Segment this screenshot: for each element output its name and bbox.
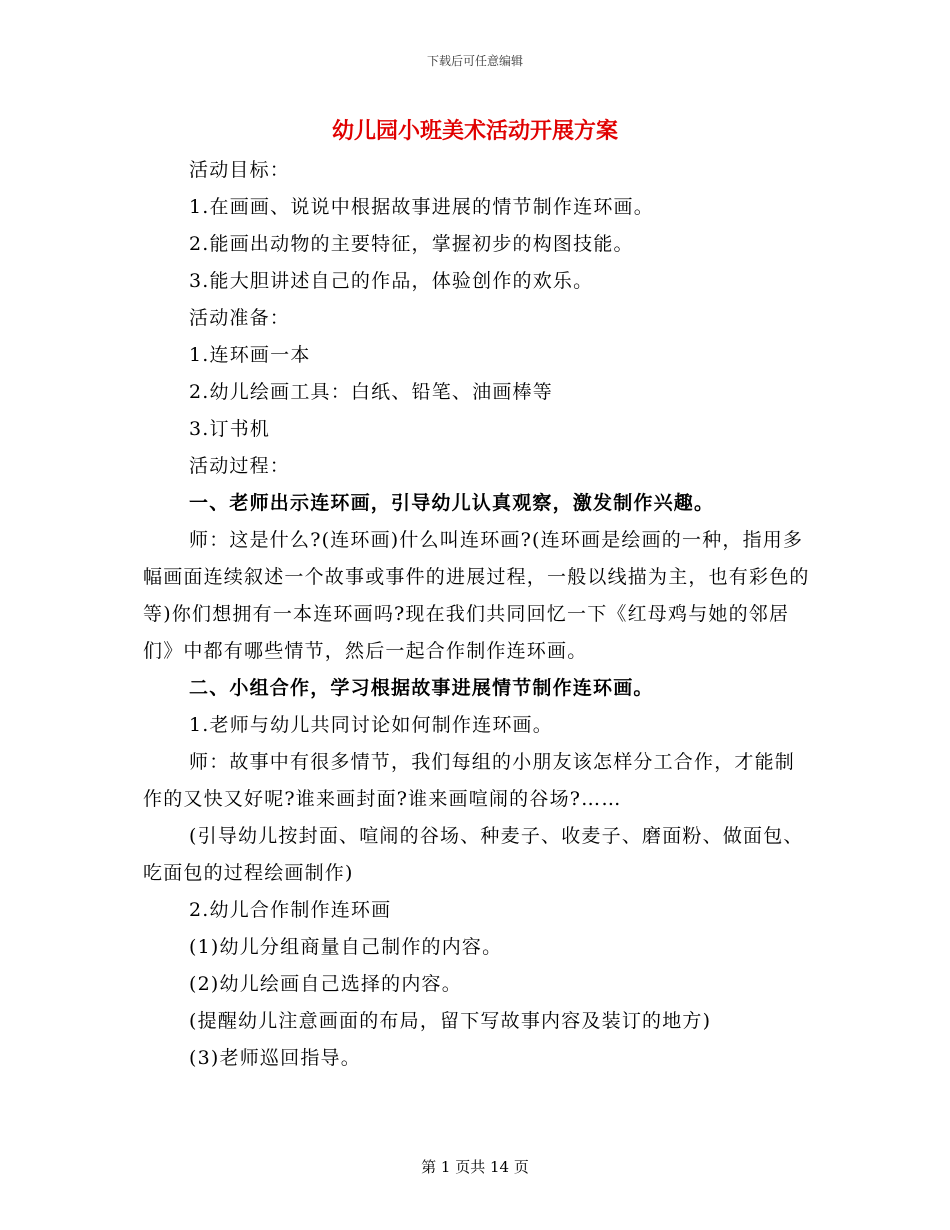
goal-item: 3.能大胆讲述自己的作品，体验创作的欢乐。 <box>189 270 594 292</box>
prep-item: 2.幼儿绘画工具：白纸、铅笔、油画棒等 <box>189 381 553 403</box>
paragraph: 师：这是什么?(连环画)什么叫连环画?(连环画是绘画的一种，指用多幅画面连续叙述一个故事或事件的进展过程，一般以线描为主，也有彩色的等)你们想拥有一本连环画吗?现在我们共同回忆一下《红母鸡与她的邻居们》中都有哪些情节，然后一起合作制作连环画。 <box>143 529 810 662</box>
prep-item: 1.连环画一本 <box>189 344 311 366</box>
prep-item: 3.订书机 <box>189 418 271 440</box>
header-note: 下载后可任意编辑 <box>426 54 523 68</box>
document-body <box>143 152 813 1077</box>
page-footer: 第 1 页共 14 页 <box>421 1158 529 1176</box>
process-note: (提醒幼儿注意画面的布局，留下写故事内容及装订的地方) <box>189 1010 712 1032</box>
goal-item: 2.能画出动物的主要特征，掌握初步的构图技能。 <box>189 233 634 255</box>
process-item: 2.幼儿合作制作连环画 <box>189 899 392 921</box>
goal-item: 1.在画画、说说中根据故事进展的情节制作连环画。 <box>189 196 654 218</box>
process-item: 1.老师与幼儿共同讨论如何制作连环画。 <box>189 714 553 736</box>
process-step-heading: 二、小组合作，学习根据故事进展情节制作连环画。 <box>189 677 654 699</box>
document-title: 幼儿园小班美术活动开展方案 <box>331 119 618 144</box>
process-subitem: (2)幼儿绘画自己选择的内容。 <box>189 973 462 995</box>
section-heading-process: 活动过程： <box>189 455 291 477</box>
paragraph: (引导幼儿按封面、喧闹的谷场、种麦子、收麦子、磨面粉、做面包、吃面包的过程绘画制作) <box>143 825 804 884</box>
section-heading-goals: 活动目标： <box>189 159 291 181</box>
process-subitem: (3)老师巡回指导。 <box>189 1047 361 1069</box>
paragraph: 师：故事中有很多情节，我们每组的小朋友该怎样分工合作，才能制作的又快又好呢?谁来画封面?谁来画喧闹的谷场?…… <box>143 751 796 810</box>
section-heading-prep: 活动准备： <box>189 307 291 329</box>
process-subitem: (1)幼儿分组商量自己制作的内容。 <box>189 936 503 958</box>
process-step-heading: 一、老师出示连环画，引导幼儿认真观察，激发制作兴趣。 <box>189 492 715 514</box>
